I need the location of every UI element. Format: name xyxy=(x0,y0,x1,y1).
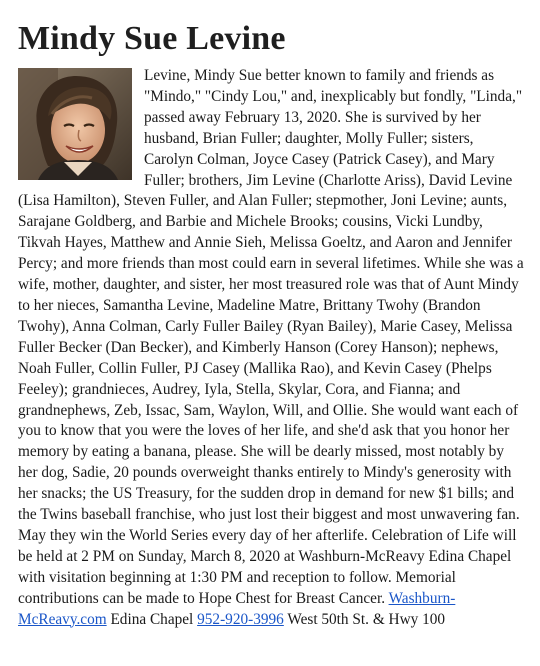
obituary-text-address: West 50th St. & Hwy 100 xyxy=(283,610,446,628)
funeral-home-link[interactable]: Washburn-McReavy.com xyxy=(18,589,456,628)
obituary-text: Levine, Mindy Sue better known to family and friends as "Mindo," "Cindy Lou," and, inexplicably but fondly, "Linda," passed away February 13, 2020. She is survived by her husband, Brian Fuller; daughter, Molly Fuller; sisters, Carolyn Colman, Joyce Casey (Patrick Casey), and Mary Fuller; brothers, Jim Levine (Charlotte Ariss), David Levine (Lisa Hamilton), Steven Fuller, and Alan Fuller; stepmother, Joni Levine; aunts, Sarajane Goldberg, and Barbie and Michele Brooks; cousins, Vicki Lundby, Tikvah Hayes, Matthew and Annie Sieh, Melissa Goeltz, and Aaron and Jennifer Percy; and more friends than most could earn in several lifetimes. While she was a wife, mother, daughter, and sister, her most treasured role was that of Aunt Mindy to her nieces, Samantha Levine, Madeline Matre, Brittany Twohy (Brandon Twohy), Anna Colman, Carly Fuller Bailey (Ryan Bailey), Marie Casey, Melissa Fuller Becker (Dan Becker), and Kimberly Hanson (Corey Hanson); nephews, Noah Fuller, Collin Fuller, PJ Casey (Mallika Rao), and Kevin Casey (Phelps Feeley); grandnieces, Audrey, Iyla, Stella, Skylar, Cora, and Fianna; and grandnephews, Zeb, Issac, Sam, Waylon, Will, and Ollie. She would want each of you to know that you were the loves of her life, and she'd ask that you honor her memory by eating a banana, please. She will be dearly missed, most notably by her dog, Sadie, 20 pounds overweight thanks entirely to Mindy's generosity with her snacks; the US Treasury, for the sudden drop in demand for new $1 bills; and the Twins baseball franchise, who just lost their biggest and most unwavering fan. May they win the World Series every day of her afterlife. Celebration of Life will be held at 2 PM on Sunday, March 8, 2020 at Washburn-McReavy Edina Chapel with visitation beginning at 1:30 PM and reception to follow. Memorial contributions can be made to Hope Chest for Breast Cancer. xyxy=(18,67,524,607)
obituary-body xyxy=(18,66,526,630)
phone-link[interactable]: 952-920-3996 xyxy=(197,610,284,628)
portrait-photo xyxy=(18,68,132,180)
obituary-title: Mindy Sue Levine xyxy=(18,20,286,57)
obituary-text-chapel: Edina Chapel xyxy=(106,610,198,628)
